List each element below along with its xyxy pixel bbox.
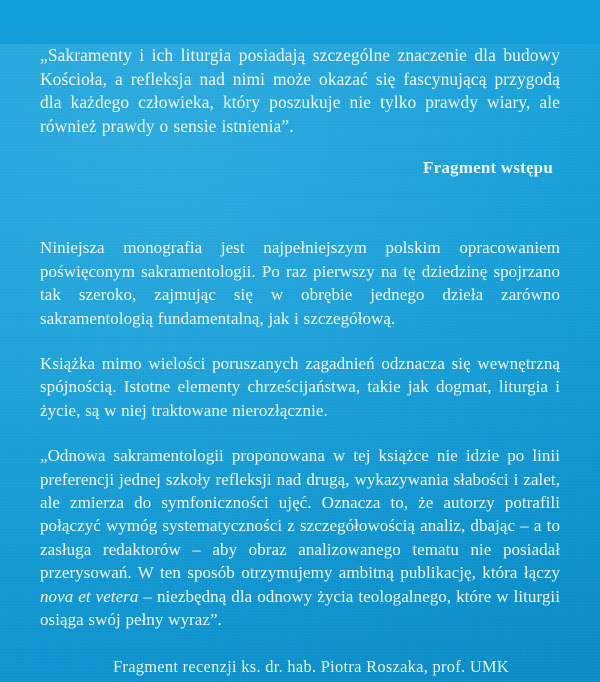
cover-content — [0, 44, 600, 677]
review-quote-paragraph — [40, 444, 560, 631]
pull-quote-attribution: Fragment wstępu — [422, 158, 553, 178]
review-quote-latin-phrase: nova et vetera — [40, 586, 139, 606]
description-paragraph-2: Książka mimo wielości poruszanych zagadnień odznacza się wewnętrzną spójnością. Istotne elementy chrześcijaństwa, takie jak dogmat, liturgia i życie, są w niej traktowane nierozłącznie. — [40, 354, 560, 420]
description-paragraph-1: Niniejsza monografia jest najpełniejszym polskim opracowaniem poświęconym sakramentologii. Po raz pierwszy na tę dziedzinę spojrzano tak szeroko, zajmując się w obrębie jednego dzieła zarówno sakramentologią fundamentalną, jak i szczegółową. — [40, 238, 560, 328]
review-attribution: Fragment recenzji ks. dr. hab. Piotra Roszaka, prof. UMK — [113, 657, 509, 677]
description-block — [40, 236, 560, 631]
book-back-cover — [0, 44, 600, 682]
review-quote-part-1: „Odnowa sakramentologii proponowana w tej książce nie idzie po linii preferencji jednej szkoły refleksji nad drugą, wykazywania słabości i zalet, ale zmierza do symfoniczności ujęć. Oznacza to, że autorzy potrafili połączyć wymóg systematyczności z szczegółowością analiz, dbając – a to zasługa redaktorów – aby obraz analizowanego tematu nie posiadał przerysowań. W ten sposób otrzymujemy ambitną publikację, która łączy — [40, 446, 560, 583]
review-quote-part-2: – niezbędną dla odnowy życia teologalnego, które w liturgii osiąga swój pełny wyraz”. — [40, 586, 560, 630]
pull-quote-text: „Sakramenty i ich liturgia posiadają szczególne znaczenie dla budowy Kościoła, a refleksja nad nimi może okazać się fascynującą przygodą dla każdego człowieka, który poszukuje nie tylko prawdy wiary, ale również prawdy o sensie istnienia”. — [40, 45, 560, 136]
